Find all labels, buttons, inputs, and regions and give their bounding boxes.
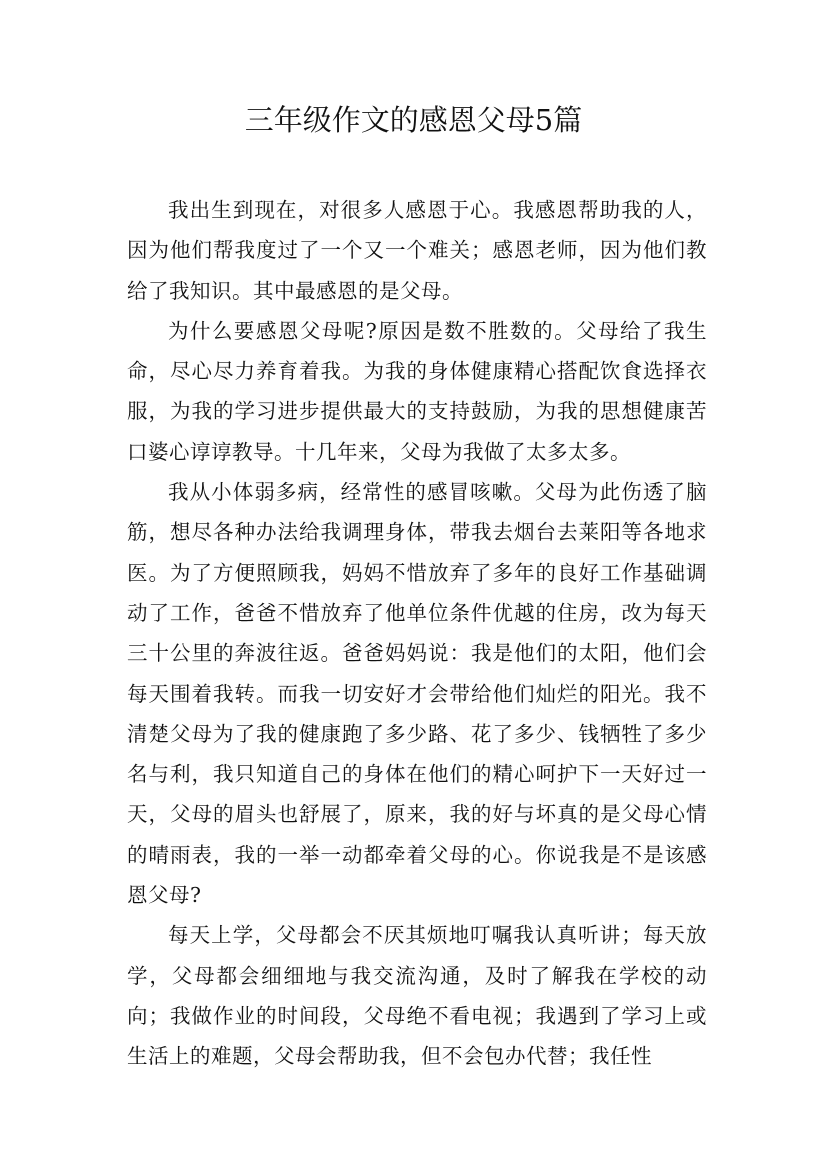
paragraph: 我出生到现在，对很多人感恩于心。我感恩帮助我的人，因为他们帮我度过了一个又一个难关；感恩老师，因为他们教给了我知识。其中最感恩的是父母。 xyxy=(127,198,707,303)
document-body xyxy=(127,190,707,1077)
document-title: 三年级作文的感恩父母5篇 xyxy=(244,103,583,137)
paragraph: 每天上学，父母都会不厌其烦地叮嘱我认真听讲；每天放学，父母都会细细地与我交流沟通，及时了解我在学校的动向；我做作业的时间段，父母绝不看电视；我遇到了学习上或生活上的难题，父母会帮助我，但不会包办代替；我任性 xyxy=(127,923,707,1069)
paragraph: 为什么要感恩父母呢?原因是数不胜数的。父母给了我生命，尽心尽力养育着我。为我的身体健康精心搭配饮食选择衣服，为我的学习进步提供最大的支持鼓励，为我的思想健康苦口婆心谆谆教导。十几年来，父母为我做了太多太多。 xyxy=(127,318,707,464)
paragraph: 我从小体弱多病，经常性的感冒咳嗽。父母为此伤透了脑筋，想尽各种办法给我调理身体，带我去烟台去莱阳等各地求医。为了方便照顾我，妈妈不惜放弃了多年的良好工作基础调动了工作，爸爸不惜放弃了他单位条件优越的住房，改为每天三十公里的奔波往返。爸爸妈妈说：我是他们的太阳，他们会每天围着我转。而我一切安好才会带给他们灿烂的阳光。我不清楚父母为了我的健康跑了多少路、花了多少、钱牺牲了多少名与利，我只知道自己的身体在他们的精心呵护下一天好过一天，父母的眉头也舒展了，原来，我的好与坏真的是父母心情的晴雨表，我的一举一动都牵着父母的心。你说我是不是该感恩父母? xyxy=(127,480,707,908)
